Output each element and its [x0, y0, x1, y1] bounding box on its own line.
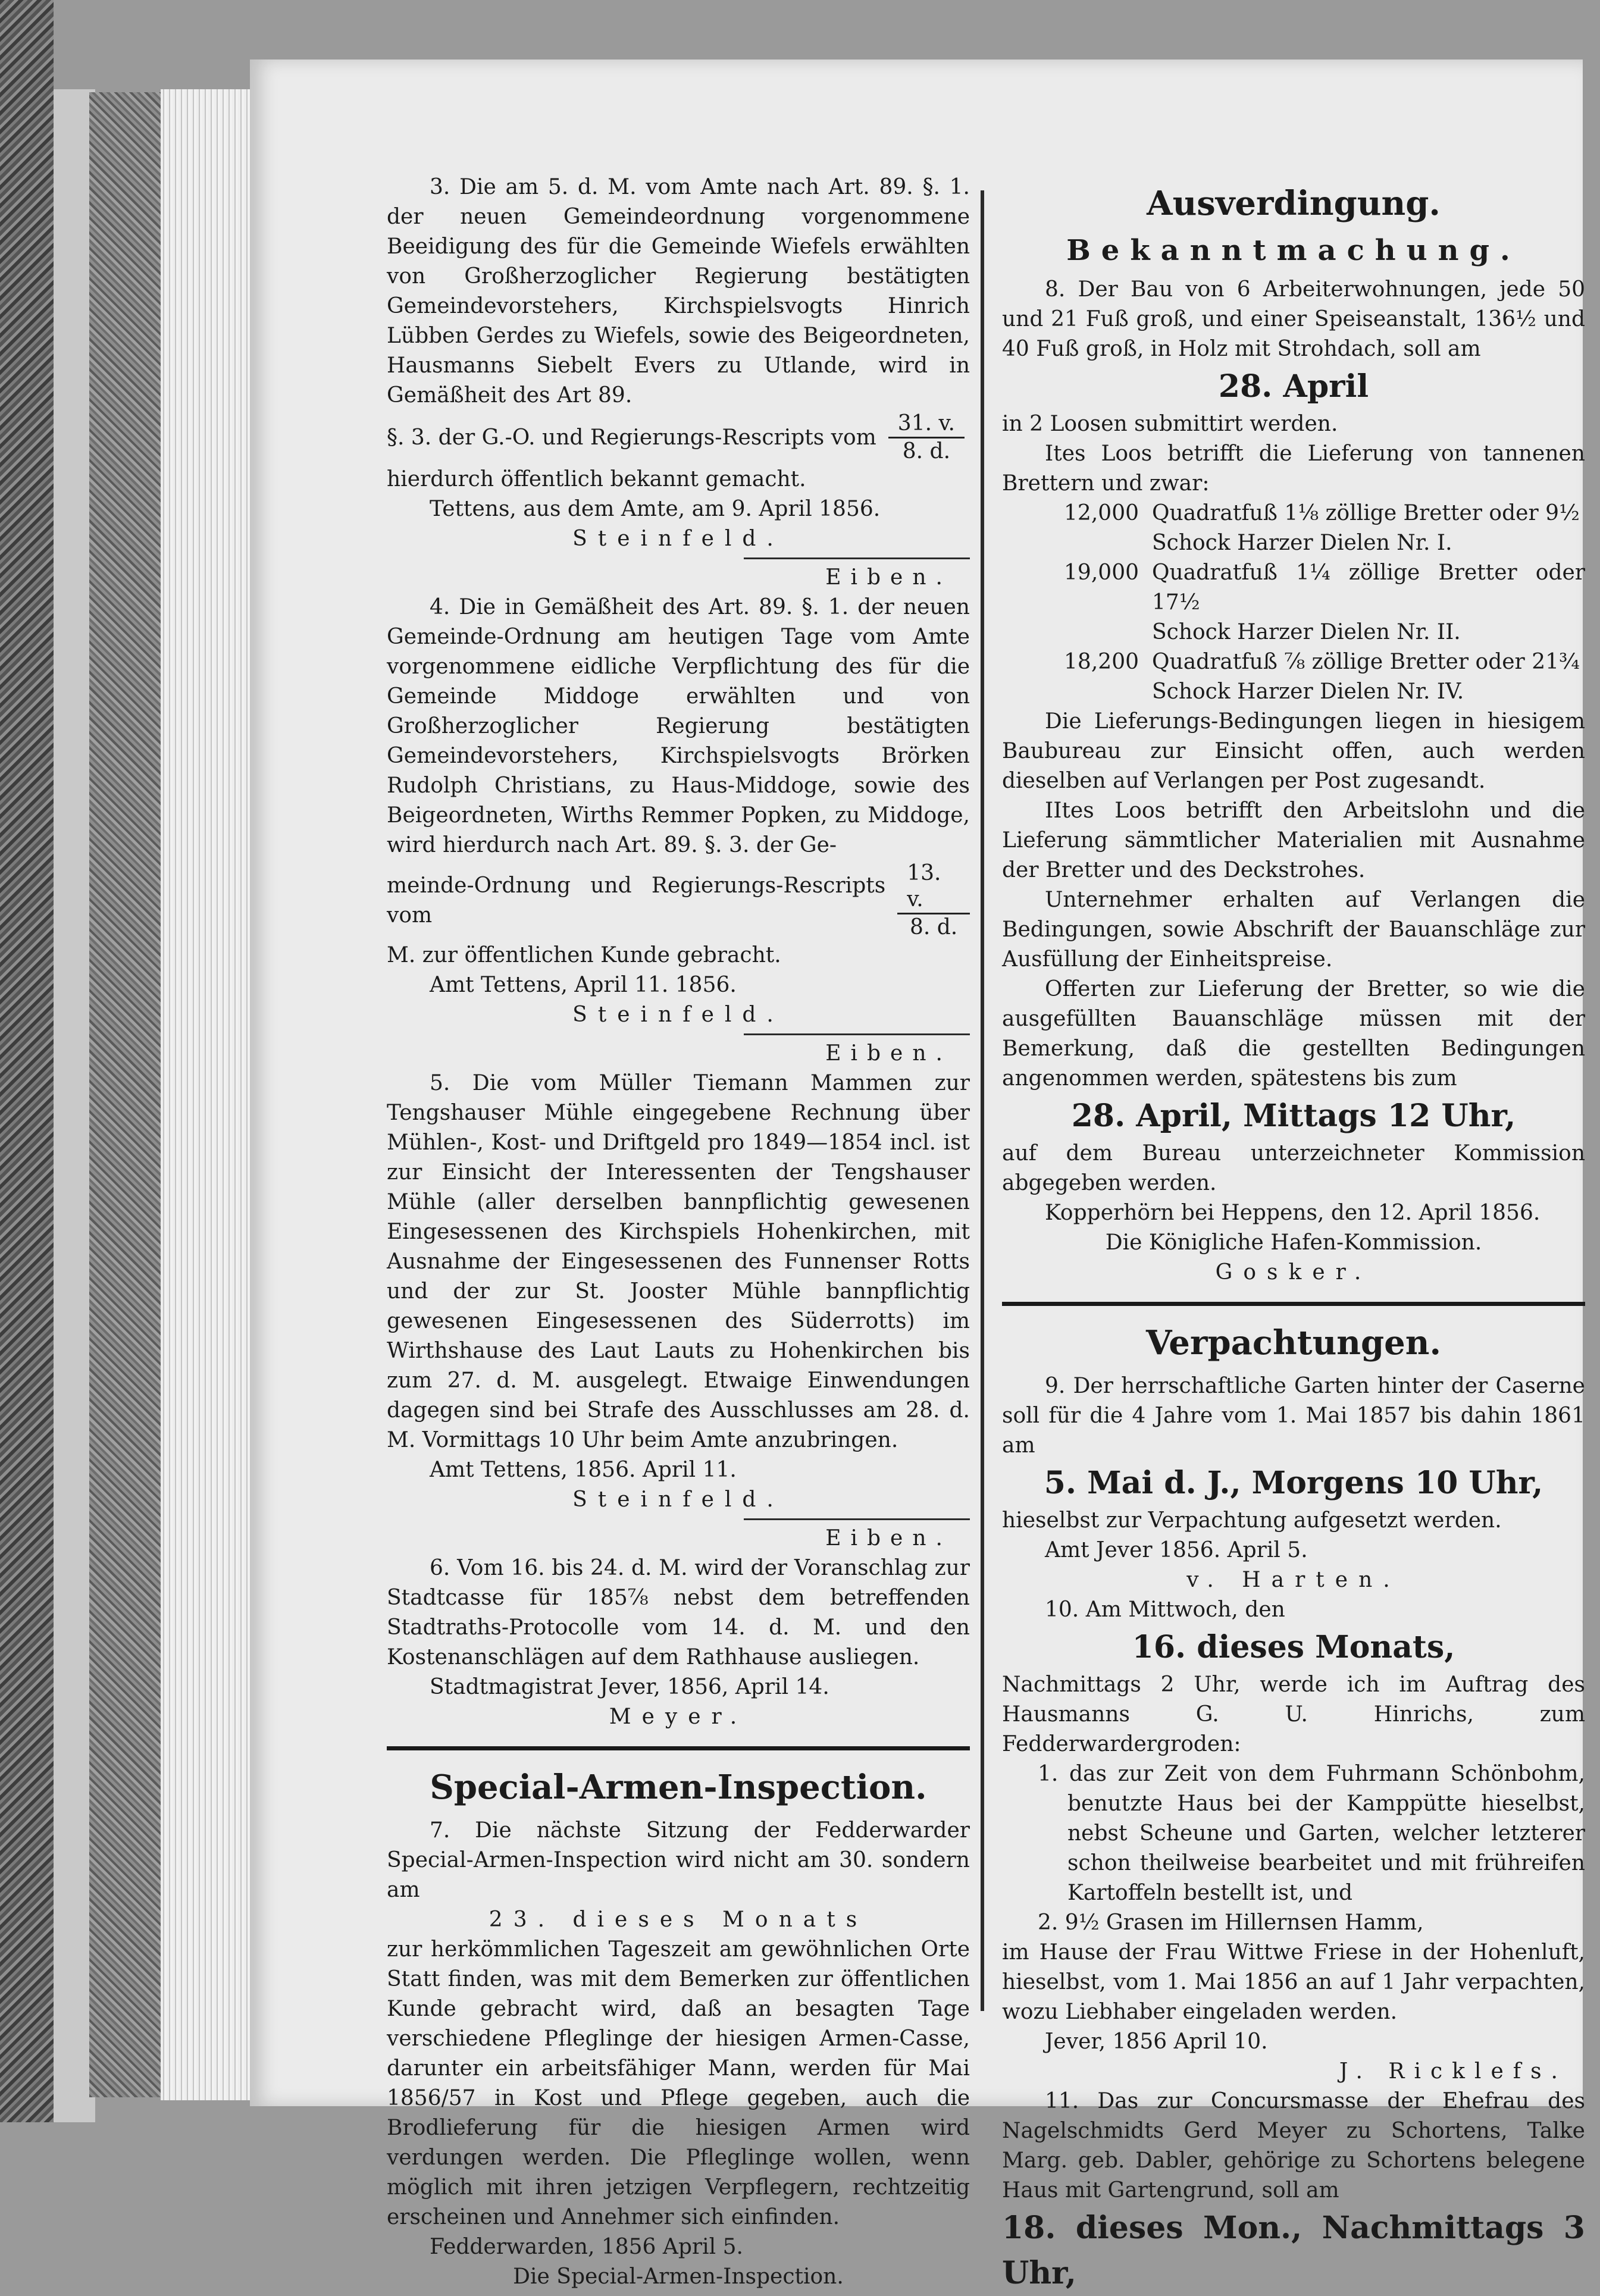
signature-rule [744, 1518, 970, 1520]
notice-3 [387, 173, 970, 593]
signature: Die Königliche Hafen-Kommission. [1105, 1230, 1482, 1255]
notice-text: in 2 Loosen submittirt werden. [1002, 412, 1338, 436]
left-column [387, 173, 970, 2292]
column-divider [981, 190, 984, 2011]
book-spine [0, 0, 54, 2122]
notice-8 [1002, 275, 1585, 1288]
notice-text: hieselbst zur Verpachtung aufgesetzt werden. [1002, 1508, 1502, 1533]
place-date: Amt Jever 1856. April 5. [1045, 1538, 1308, 1562]
newspaper-page [250, 59, 1585, 2291]
notice-text: im Hause der Frau Wittwe Friese in der Hohenluft, hieselbst, vom 1. Mai 1856 an auf 1 Jahr verpachten, wozu Liebhaber eingeladen werden. [1002, 1940, 1585, 2024]
page-edges [161, 89, 250, 2100]
notice-5 [387, 1069, 970, 1553]
signature: Die Special-Armen-Inspection. [513, 2264, 844, 2289]
lumber-quantity: 18,200 [1064, 650, 1139, 674]
fraction-label: §. 3. der G.-O. und Regierungs-Rescripts vom [387, 425, 876, 450]
fraction-numerator: 31. v. [888, 411, 965, 438]
lumber-spec: Schock Harzer Dielen Nr. IV. [1152, 679, 1464, 704]
notice-text: M. zur öffentlichen Kunde gebracht. [387, 943, 781, 967]
fraction-line [387, 411, 970, 465]
place-date: Jever, 1856 April 10. [1045, 2029, 1268, 2054]
signature: Eiben. [825, 1041, 952, 1066]
place-date: Stadtmagistrat Jever, 1856, April 14. [430, 1675, 829, 1699]
section-heading: Verpachtungen. [1146, 1323, 1441, 1362]
signature: Gosker. [1215, 1260, 1372, 1285]
lumber-spec: Quadratfuß ⅞ zöllige Bretter oder 21¾ [1152, 650, 1580, 674]
lumber-quantity: 12,000 [1064, 501, 1139, 525]
notice-text: 5. Die vom Müller Tiemann Mammen zur Tengshauser Mühle eingegebene Rechnung über Mühlen-, Kost- und Driftgeld pro 1849—1854 incl. ist zur Einsicht der Interessenten der Tengshauser Mühle (aller derselben bannpflichtig gewesenen Eingesessenen des Kirchspiels Hohenkirchen, mit Ausnahme der Eingesessenen des Funnenser Rotts und der zur St. Jooster Mühle bannpflichtig gewesenen Eingesessenen des Süderrotts) im Wirthshause des Laut Lauts zu Hohenkirchen bis zum 27. d. M. ausgelegt. Etwaige Einwendungen dagegen sind bei Strafe des Ausschlusses am 28. d. M. Vormittags 10 Uhr beim Amte anzubringen. [387, 1071, 970, 1452]
lumber-item [1002, 558, 1585, 618]
notice-7 [387, 1816, 970, 2292]
lumber-quantity: 19,000 [1064, 560, 1139, 585]
place-date: Fedderwarden, 1856 April 5. [430, 2235, 743, 2259]
fraction-label: meinde-Ordnung und Regierungs-Rescripts vom [387, 873, 886, 928]
list-item: 1. das zur Zeit von dem Fuhrmann Schönbohm, benutzte Haus bei der Kamppütte hieselbst, nebst Scheune und Garten, welcher letzterer schon theilweise bearbeitet und mit frühreifen Kartoffeln bestellt ist, und [1038, 1762, 1585, 1905]
fraction-numerator: 13. v. [897, 860, 970, 914]
notice-text: 6. Vom 16. bis 24. d. M. wird der Voranschlag zur Stadtcasse für 185⅞ nebst dem betreffenden Stadtraths-Protocolle vom 14. d. M. und den Kostenanschlägen auf dem Rathhause ausliegen. [387, 1556, 970, 1669]
section-rule [1002, 1302, 1585, 1306]
notice-date: 16. dieses Monats, [1132, 1629, 1455, 1665]
section-rule [387, 1746, 970, 1750]
lumber-spec: Quadratfuß 1⅛ zöllige Bretter oder 9½ [1152, 501, 1580, 525]
notice-text: 11. Das zur Concursmasse der Ehefrau des Nagelschmidts Gerd Meyer zu Schortens, Talke Marg. geb. Dabler, gehörige zu Schortens belegene Haus mit Gartengrund, soll am [1002, 2089, 1585, 2203]
signature: Eiben. [825, 565, 952, 590]
notice-date: 28. April, Mittags 12 Uhr, [1071, 1098, 1516, 1134]
notice-6 [387, 1553, 970, 1732]
right-column [1002, 173, 1585, 2296]
signature: Meyer. [609, 1705, 748, 1729]
notice-text: 8. Der Bau von 6 Arbeiterwohnungen, jede 50 und 21 Fuß groß, und einer Speiseanstalt, 136½ und 40 Fuß groß, in Holz mit Strohdach, soll am [1002, 277, 1585, 361]
fraction-denominator: 8. d. [909, 915, 958, 939]
notice-text: Nachmittags 2 Uhr, werde ich im Auftrag des Hausmanns G. U. Hinrichs, zum Fedderwardergroden: [1002, 1672, 1585, 1756]
place-date: Kopperhörn bei Heppens, den 12. April 1856. [1045, 1201, 1540, 1225]
lumber-spec: Schock Harzer Dielen Nr. I. [1152, 531, 1452, 555]
signature: Steinfeld. [572, 527, 784, 551]
lumber-item [1002, 499, 1585, 528]
signature-rule [744, 557, 970, 559]
signature: v. Harten. [1186, 1568, 1401, 1592]
notice-date: 23. dieses Monats [489, 1907, 868, 1932]
list-item: 2. 9½ Grasen im Hillernsen Hamm, [1038, 1910, 1424, 1935]
notice-10 [1002, 1595, 1585, 2087]
place-date: Amt Tettens, April 11. 1856. [430, 973, 737, 997]
notice-text: 7. Die nächste Sitzung der Fedderwarder Special-Armen-Inspection wird nicht am 30. sondern am [387, 1818, 970, 1902]
date-fraction [897, 860, 970, 941]
notice-date: 5. Mai d. J., Morgens 10 Uhr, [1044, 1465, 1543, 1501]
notice-11 [1002, 2087, 1585, 2296]
book-cover-board [89, 92, 161, 2097]
signature: Eiben. [825, 1526, 952, 1550]
notice-4 [387, 593, 970, 1069]
section-heading: Special-Armen-Inspection. [430, 1768, 927, 1807]
notice-text: auf dem Bureau unterzeichneter Kommission abgegeben werden. [1002, 1141, 1585, 1195]
date-fraction [888, 411, 965, 465]
notice-text: 10. Am Mittwoch, den [1045, 1598, 1285, 1622]
notice-text: 3. Die am 5. d. M. vom Amte nach Art. 89. §. 1. der neuen Gemeindeordnung vorgenommene Beeidigung des für die Gemeinde Wiefels erwählten von Großherzoglicher Regierung bestätigten Gemeindevorstehers, Kirchspielsvogts Hinrich Lübben Gerdes zu Wiefels, sowie des Beigeordneten, Hausmanns Siebelt Evers zu Utlande, wird in Gemäßheit des Art 89. [387, 175, 970, 408]
lumber-spec: Schock Harzer Dielen Nr. II. [1152, 620, 1461, 644]
section-subheading: Bekanntmachung. [1066, 234, 1521, 267]
section-heading: Ausverdingung. [1147, 184, 1441, 223]
notice-text: Die Lieferungs-Bedingungen liegen in hiesigem Baubureau zur Einsicht offen, auch werden dieselben auf Verlangen per Post zugesandt. [1002, 709, 1585, 793]
notice-text: 9. Der herrschaftliche Garten hinter der Caserne soll für die 4 Jahre vom 1. Mai 1857 bis dahin 1861 am [1002, 1374, 1585, 1458]
lumber-list [1002, 499, 1585, 707]
notice-text: zur herkömmlichen Tageszeit am gewöhnlichen Orte Statt finden, was mit dem Bemerken zur öffentlichen Kunde gebracht wird, daß an besagten Tage verschiedene Pfleglinge der hiesigen Armen-Casse, darunter ein arbeitsfähiger Mann, werden für Mai 1856/57 in Kost und Pflege gegeben, auch die Brodlieferung für die hiesigen Armen wird verdungen werden. Die Pfleglinge wollen, wenn möglich mit ihren jetzigen Verpflegern, rechtzeitig erscheinen und Annehmer sich einfinden. [387, 1937, 970, 2229]
place-date: Tettens, aus dem Amte, am 9. April 1856. [430, 497, 881, 521]
fraction-denominator: 8. d. [902, 439, 951, 463]
notice-text: Ites Loos betrifft die Lieferung von tannenen Brettern und zwar: [1002, 441, 1585, 496]
place-date: Amt Tettens, 1856. April 11. [430, 1458, 737, 1482]
notice-text: 4. Die in Gemäßheit des Art. 89. §. 1. der neuen Gemeinde-Ordnung am heutigen Tage vom Amte vorgenommene eidliche Verpflichtung des für die Gemeinde Middoge erwählten und von Großherzoglicher Regierung bestätigten Gemeindevorstehers, Kirchspielsvogts Brörken Rudolph Christians, zu Haus-Middoge, sowie des Beigeordneten, Wirths Remmer Popken, zu Middoge, wird hierdurch nach Art. 89. §. 3. der Ge- [387, 595, 970, 857]
notice-text: Unternehmer erhalten auf Verlangen die Bedingungen, sowie Abschrift der Bauanschläge zur Ausfüllung der Einheitspreise. [1002, 888, 1585, 972]
notice-date: 18. dieses Mon., Nachmittags 3 Uhr, [1002, 2210, 1585, 2291]
notice-text: IItes Loos betrifft den Arbeitslohn und die Lieferung sämmtlicher Materialien mit Ausnahme der Bretter und des Deckstrohes. [1002, 798, 1585, 882]
lumber-spec: Quadratfuß 1¼ zöllige Bretter oder 17½ [1152, 560, 1585, 615]
signature: J. Ricklefs. [1339, 2059, 1567, 2084]
signature: Steinfeld. [572, 1003, 784, 1027]
notice-date: 28. April [1218, 368, 1369, 405]
lumber-item [1002, 647, 1585, 677]
notice-text: Offerten zur Lieferung der Bretter, so wie die ausgefüllten Bauanschläge müssen mit der Bemerkung, daß die gestellten Bedingungen angenommen werden, spätestens bis zum [1002, 977, 1585, 1091]
notice-text: hierdurch öffentlich bekannt gemacht. [387, 467, 806, 491]
signature: Steinfeld. [572, 1487, 784, 1512]
signature-rule [744, 1033, 970, 1035]
notice-9 [1002, 1371, 1585, 1595]
fraction-line [387, 860, 970, 941]
